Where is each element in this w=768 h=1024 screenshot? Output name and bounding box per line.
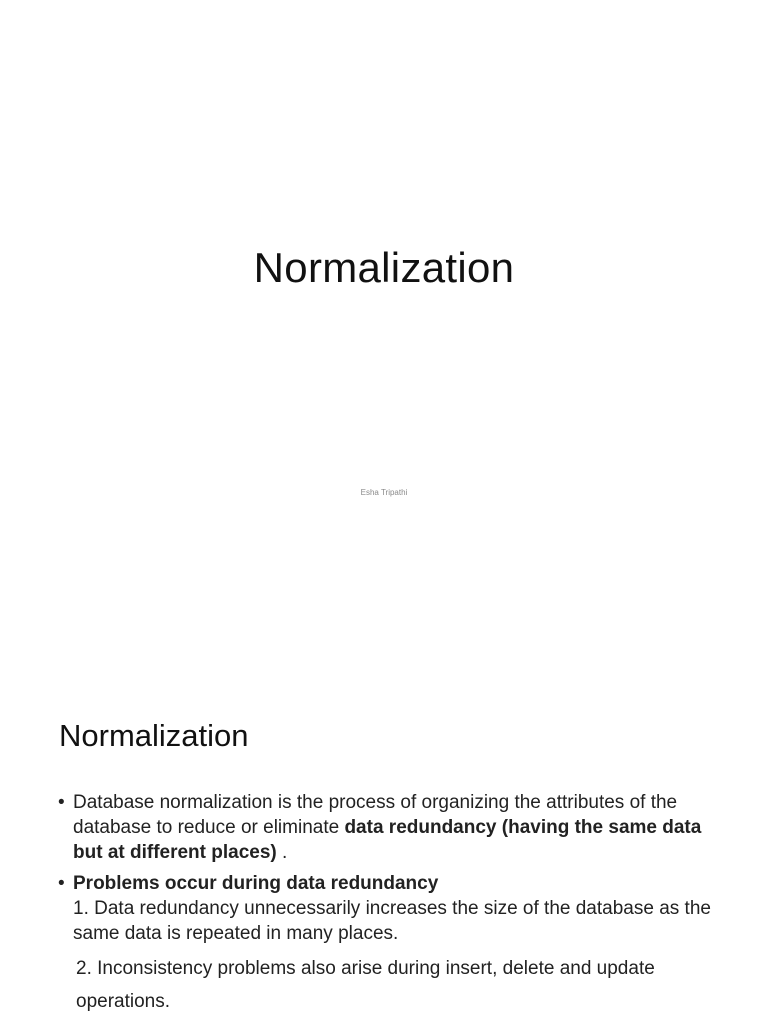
problem-item-1 [73, 896, 718, 946]
slide-title: Normalization [253, 244, 515, 291]
definition-tail: . [276, 842, 288, 863]
slide-body [58, 790, 718, 1024]
slide-heading: Normalization [59, 718, 249, 753]
definition-bold-text: data redundancy (having the same data but at different places) [73, 817, 702, 863]
bullet-marker: • [58, 792, 65, 813]
definition-text: Database normalization is the process of organizing the attributes of the database to reduce or eliminate [73, 792, 678, 838]
bullet-marker: • [58, 873, 65, 894]
problems-heading: Problems occur during data redundancy [73, 873, 439, 894]
author-name: Esha Tripathi [360, 488, 408, 497]
problem-item-1-text: Data redundancy unnecessarily increases the size of the database as the same data is repeated in many places. [73, 898, 711, 944]
content-slide [0, 690, 768, 1024]
problem-item-1-number: 1. [73, 898, 89, 919]
bullet-definition [58, 790, 718, 865]
problem-item-2: 2. Inconsistency problems also arise during insert, delete and update operations. [76, 958, 655, 1012]
bullet-problems [58, 871, 718, 1018]
